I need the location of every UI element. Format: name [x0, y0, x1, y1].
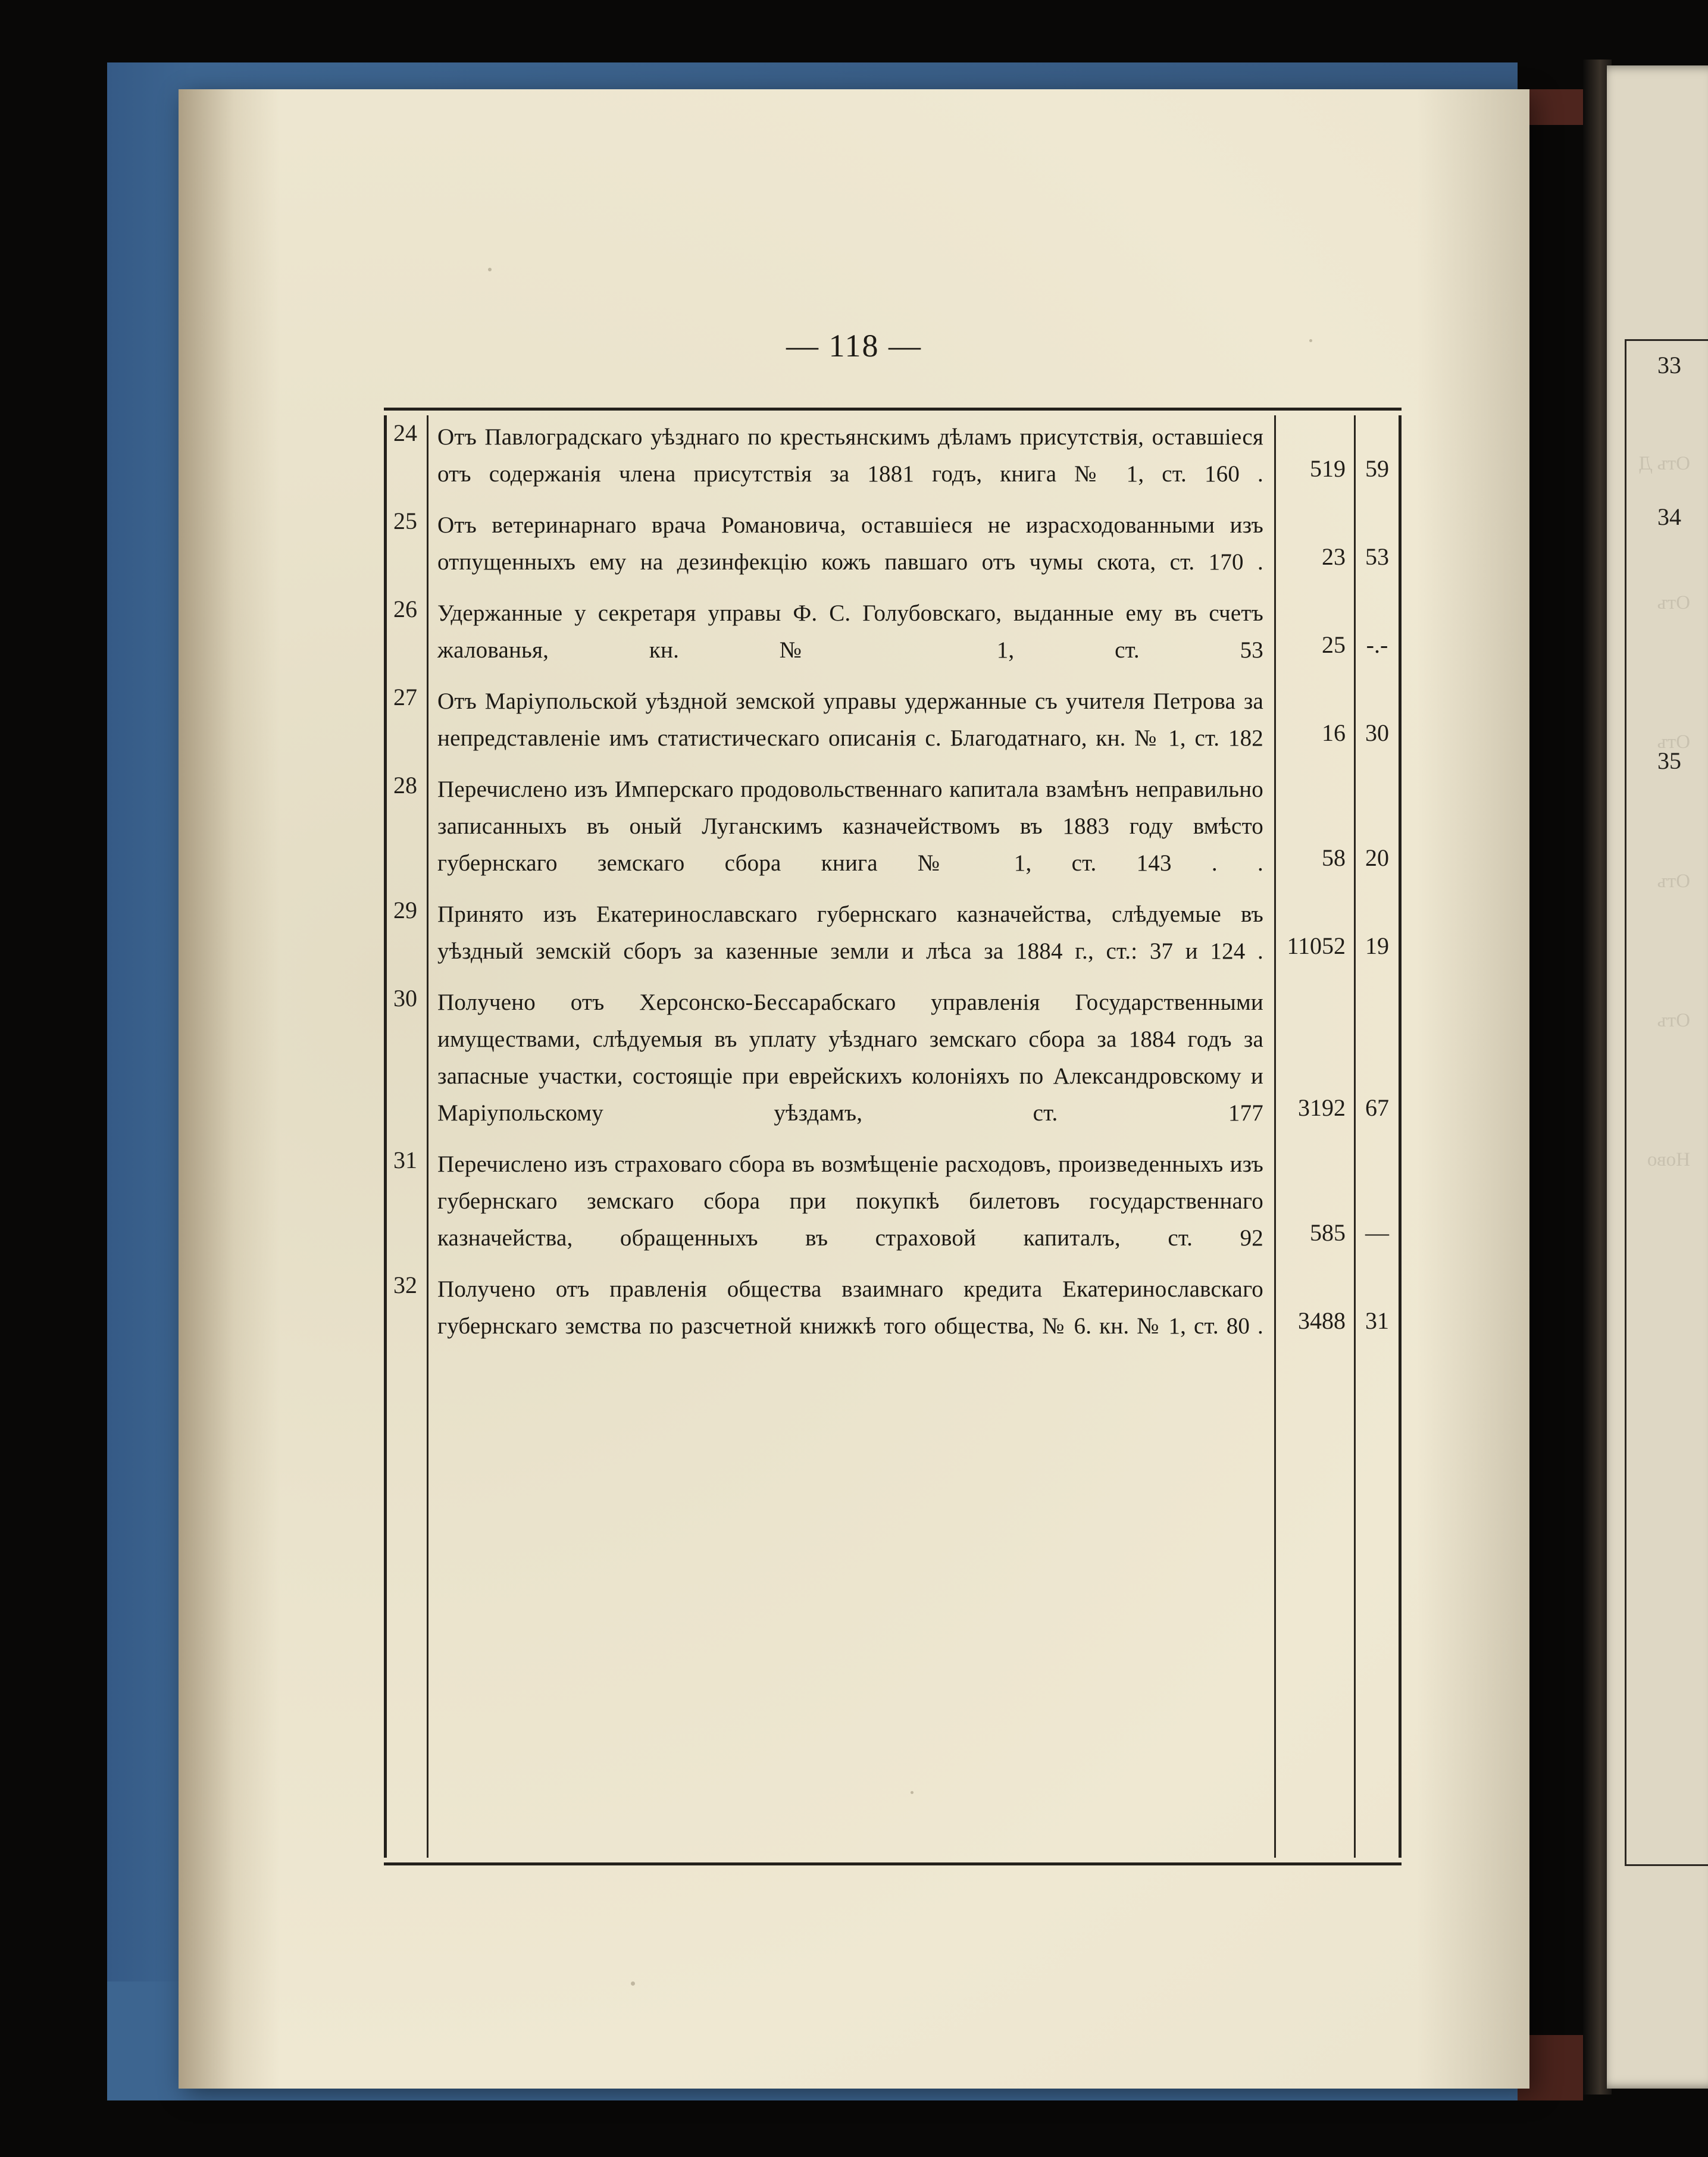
ledger-table	[384, 408, 1402, 1865]
row-amount-rubles: 16	[1322, 719, 1346, 746]
row-description: Отъ Маріупольской уѣздной земской управы удержанные съ учителя Петрова за непредставленіе имъ статистическаго описанія с. Благодатнаго, кн. № 1, ст. 182	[437, 688, 1263, 751]
row-amount-kopecks: 20	[1365, 844, 1389, 871]
row-amount-kopecks: 53	[1365, 543, 1389, 570]
table-body	[384, 411, 1402, 1351]
row-amount-rubles: 25	[1322, 631, 1346, 658]
row-amount-kopecks: 31	[1365, 1307, 1389, 1334]
row-amount-kopecks: —	[1365, 1219, 1389, 1246]
row-amount-rubles: 23	[1322, 543, 1346, 570]
row-amount-kopecks: 30	[1365, 719, 1389, 746]
table-row	[384, 1263, 1402, 1351]
row-number: 26	[393, 596, 417, 622]
row-amount-rubles: 519	[1310, 455, 1346, 482]
row-amount-rubles: 585	[1310, 1219, 1346, 1246]
row-number: 25	[393, 508, 417, 534]
table-row	[384, 763, 1402, 888]
row-number: 32	[393, 1272, 417, 1298]
row-amount-rubles: 3192	[1298, 1094, 1346, 1121]
table-row	[384, 976, 1402, 1138]
row-amount-kopecks: 19	[1365, 932, 1389, 959]
table-row	[384, 411, 1402, 499]
row-description: Принято изъ Екатеринославскаго губернскаго казначейства, слѣдуемые въ уѣздный земскій сборъ за казенные земли и лѣса за 1884 г., ст.: 37 и 124 .	[437, 901, 1263, 964]
row-number: 31	[393, 1147, 417, 1173]
page-left-edge-shadow	[179, 89, 280, 2089]
row-description: Перечислено изъ Имперскаго продовольственнаго капитала взамѣнъ неправильно записанныхъ въ оный Луганскимъ казначействомъ въ 1883 году вмѣсто губернскаго земскаго сбора книга № 1, ст. 143 . .	[437, 777, 1263, 876]
table-row	[384, 888, 1402, 976]
table-row	[384, 675, 1402, 763]
table-row	[384, 499, 1402, 587]
page-right-edge-shadow	[1416, 89, 1529, 2089]
adjacent-row-number-35: 35	[1657, 747, 1681, 774]
row-amount-rubles: 58	[1322, 844, 1346, 871]
row-number: 30	[393, 985, 417, 1012]
row-amount-rubles: 11052	[1287, 932, 1346, 959]
row-description: Получено отъ правленія общества взаимнаго кредита Екатеринославскаго губернскаго земства по разсчетной книжкѣ того общества, № 6. кн. № 1, ст. 80 .	[437, 1276, 1263, 1339]
table-row	[384, 587, 1402, 675]
row-description: Перечислено изъ страховаго сбора въ возмѣщеніе расходовъ, произведенныхъ изъ губернскаго земскаго сбора при покупкѣ билетовъ государственнаго казначейства, обращенныхъ въ страховой капиталъ, ст. 92	[437, 1151, 1263, 1251]
row-number: 24	[393, 419, 417, 446]
page-number: — 118 —	[786, 328, 922, 364]
row-amount-kopecks: 67	[1365, 1094, 1389, 1121]
row-amount-kopecks: 59	[1365, 455, 1389, 482]
adjacent-row-number-33: 33	[1657, 352, 1681, 378]
document-page	[179, 89, 1529, 2089]
adjacent-row-number-34: 34	[1657, 503, 1681, 530]
adjacent-page-table-frame	[1625, 339, 1708, 1866]
row-number: 29	[393, 897, 417, 923]
row-amount-kopecks: -.-	[1366, 631, 1388, 658]
row-description: Отъ Павлоградскаго уѣзднаго по крестьянскимъ дѣламъ присутствія, оставшіеся отъ содержанія члена присутствія за 1881 годъ, книга № 1, ст. 160 .	[437, 424, 1263, 487]
row-description: Получено отъ Херсонско-Бессарабскаго управленія Государственными имуществами, слѣдуемыя въ уплату уѣзднаго земскаго сбора за 1884 годъ за запасные участки, состоящіе при еврейскихъ колоніяхъ по Александровскому и Маріупольскому уѣздамъ, ст. 177	[437, 990, 1263, 1126]
row-number: 28	[393, 772, 417, 799]
row-description: Отъ ветеринарнаго врача Романовича, оставшіеся не израсходованными изъ отпущенныхъ ему на дезинфекцію кожъ павшаго отъ чумы скота, ст. 170 .	[437, 512, 1263, 575]
table-row	[384, 1138, 1402, 1263]
row-amount-rubles: 3488	[1298, 1307, 1346, 1334]
row-number: 27	[393, 684, 417, 710]
row-description: Удержанные у секретаря управы Ф. С. Голубовскаго, выданные ему въ счетъ жалованья, кн. № 1, ст. 53	[437, 600, 1263, 663]
